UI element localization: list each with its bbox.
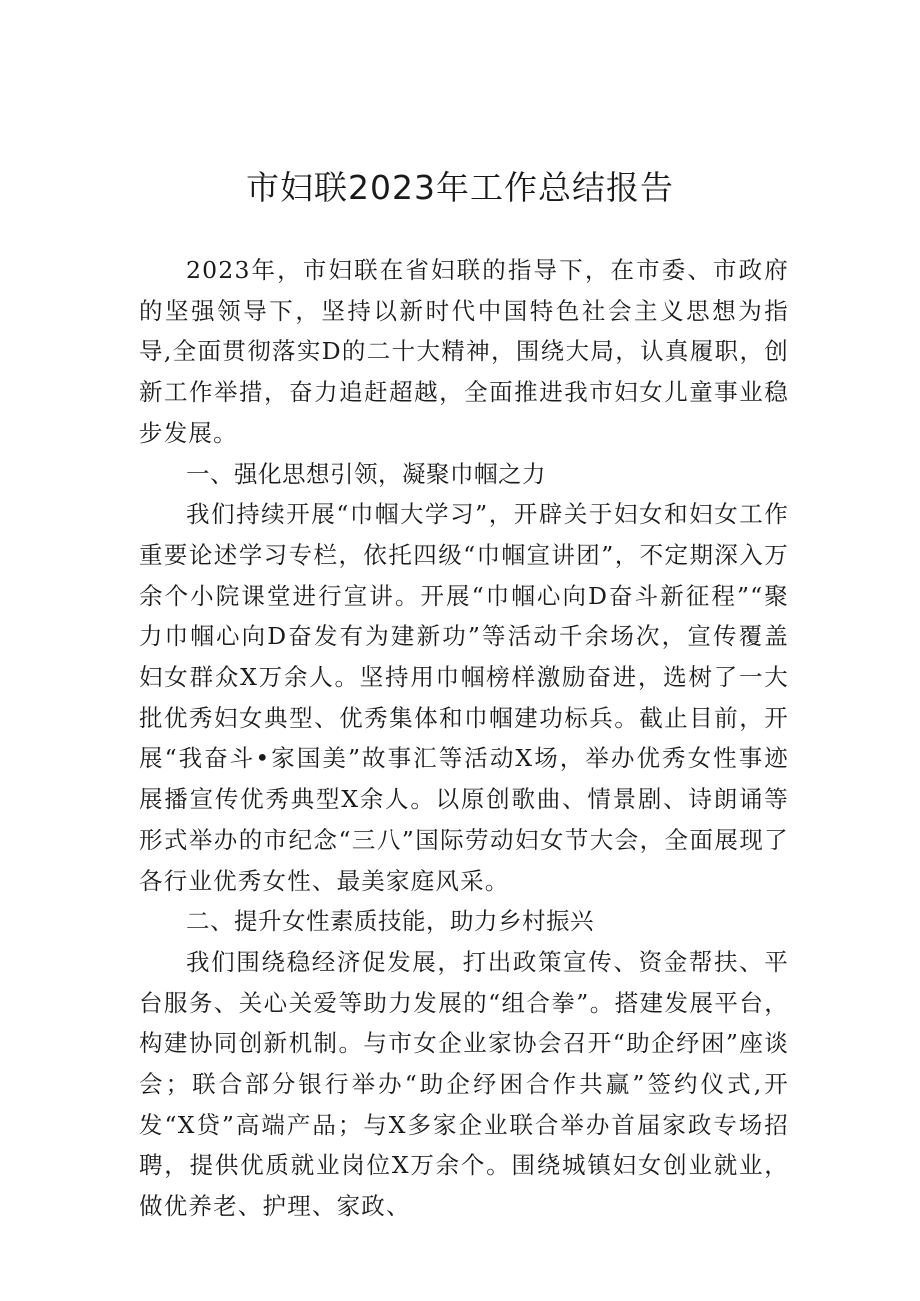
section-heading-1: 一、强化思想引领，凝聚巾帼之力: [186, 459, 546, 488]
section-2-paragraph: 我们围绕稳经济促发展，打出政策宣传、资金帮扶、平台服务、关心关爱等助力发展的“组合拳”。搭建发展平台，构建协同创新机制。与市女企业家协会召开“助企纾困”座谈会；联合部分银行举办“助企纾困合作共赢”签约仪式,开发“X贷”高端产品；与X多家企业联合举办首届家政专场招聘，提供优质就业岗位X万余个。围绕城镇妇女创业就业，做优养老、护理、家政、: [139, 947, 789, 1221]
section-heading-2: 二、提升女性素质技能，助力乡村振兴: [186, 907, 594, 936]
page-title: 市妇联2023年工作总结报告: [246, 168, 674, 207]
section-1-paragraph: 我们持续开展“巾帼大学习”，开辟关于妇女和妇女工作重要论述学习专栏，依托四级“巾帼宣讲团”，不定期深入万余个小院课堂进行宣讲。开展“巾帼心向D奋斗新征程”“聚力巾帼心向D奋发有为建新功”等活动千余场次，宣传覆盖妇女群众X万余人。坚持用巾帼榜样激励奋进，选树了一大批优秀妇女典型、优秀集体和巾帼建功标兵。截止目前，开展“我奋斗•家国美”故事汇等活动X场，举办优秀女性事迹展播宣传优秀典型X余人。以原创歌曲、情景剧、诗朗诵等形式举办的市纪念“三八”国际劳动妇女节大会，全面展现了各行业优秀女性、最美家庭风采。: [139, 500, 789, 895]
document-body: [139, 250, 789, 1227]
intro-paragraph: 2023年，市妇联在省妇联的指导下，在市委、市政府的坚强领导下，坚持以新时代中国特色社会主义思想为指导,全面贯彻落实D的二十大精神，围绕大局，认真履职，创新工作举措，奋力追赶超越，全面推进我市妇女儿童事业稳步发展。: [139, 256, 789, 447]
